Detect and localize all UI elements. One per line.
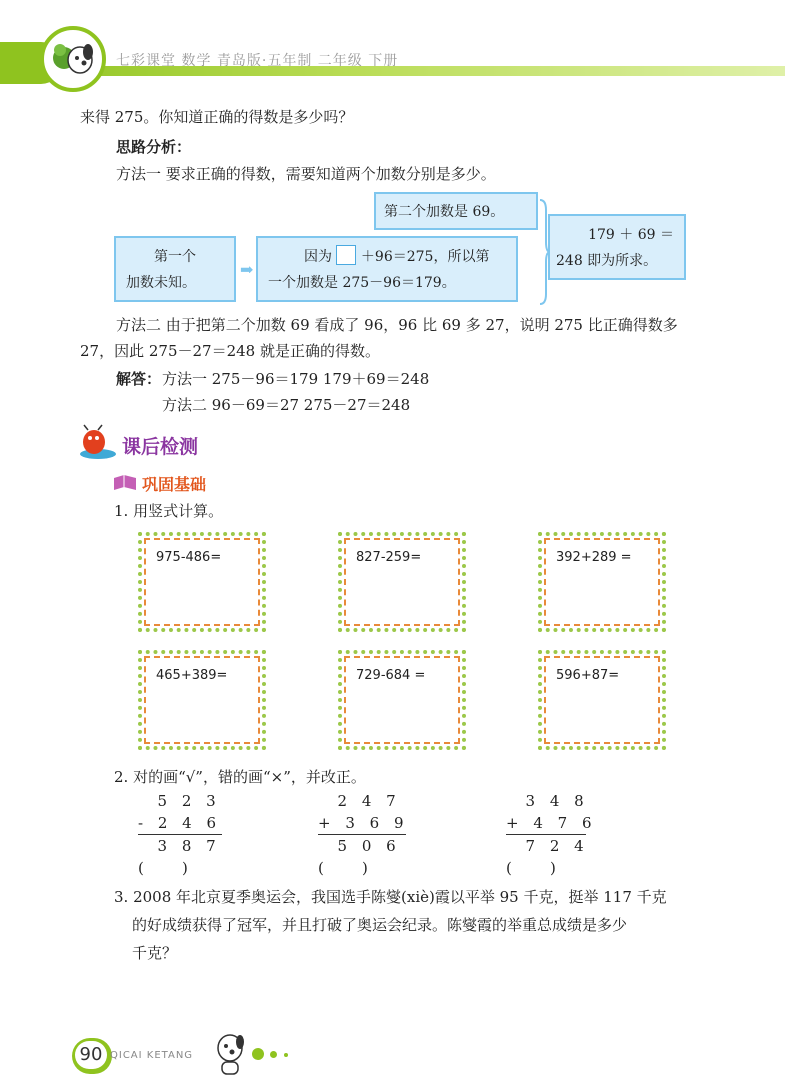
calc-frame <box>138 532 266 632</box>
box-result <box>548 214 686 280</box>
calc-frame <box>538 532 666 632</box>
answer-label: 解答： <box>116 370 162 388</box>
calc-middle: - 2 4 6 <box>138 814 222 832</box>
vertical-calc <box>138 790 222 879</box>
calc-expression: 596+87= <box>556 668 620 683</box>
q3-line2: 的好成绩获得了冠军，并且打破了奥运会纪录。陈燮霞的举重总成绩是多少 <box>132 916 628 934</box>
beetle-mascot-icon <box>74 424 118 462</box>
calc-expression: 392+289 = <box>556 550 632 565</box>
section-title: 课后检测 <box>122 436 199 458</box>
method1-text: 方法一 要求正确的得数，需要知道两个加数分别是多少。 <box>116 165 496 183</box>
box-d-line1: 179 ＋ 69 ＝ <box>588 227 674 243</box>
method2-line2: 27，因此 275－27＝248 就是正确的得数。 <box>80 342 380 360</box>
vertical-calc <box>506 790 597 879</box>
arrow-right-icon: ➡ <box>240 260 254 279</box>
vertical-calc <box>318 790 409 879</box>
box-a-line1: 第一个 <box>154 249 196 265</box>
answer-line1: 方法一 275－96＝179 179＋69＝248 <box>162 370 430 388</box>
calc-frame <box>538 650 666 750</box>
calc-result: 3 8 7 <box>138 837 221 855</box>
blank-square <box>336 245 356 265</box>
box-second-addend <box>374 192 538 230</box>
answer-line2: 方法二 96－69＝27 275－27＝248 <box>162 396 411 414</box>
q3-line1: 3. 2008 年北京夏季奥运会，我国选手陈燮(xiè)霞以平举 95 千克，挺举 117 千克 <box>114 888 667 906</box>
calc-top: 3 4 8 <box>506 792 589 810</box>
dog-mascot-icon <box>212 1032 248 1078</box>
intro-line: 来得 275。你知道正确的得数是多少吗？ <box>80 108 354 126</box>
q1-prompt: 1. 用竖式计算。 <box>114 502 224 520</box>
calc-expression: 827-259= <box>356 550 422 565</box>
footer-label: QICAI KETANG <box>110 1050 194 1061</box>
answer-parens[interactable]: ( ) <box>318 859 368 877</box>
mascot-badge <box>40 26 106 92</box>
box-b-pre: 因为 <box>304 249 332 265</box>
q3-line3: 千克？ <box>132 944 178 962</box>
footer-dot <box>252 1048 264 1060</box>
header-title: 七彩课堂 数学 青岛版·五年制 二年级 下册 <box>116 53 399 69</box>
calc-frame <box>338 650 466 750</box>
footer-dot <box>284 1053 288 1057</box>
analysis-heading: 思路分析： <box>116 138 192 156</box>
box-because <box>256 236 518 302</box>
box-first-addend-unknown <box>114 236 236 302</box>
calc-middle: + 3 6 9 <box>318 814 409 832</box>
answer-parens[interactable]: ( ) <box>138 859 188 877</box>
book-icon <box>112 474 138 492</box>
calc-expression: 729-684 = <box>356 668 426 683</box>
calc-expression: 975-486= <box>156 550 222 565</box>
calc-frame <box>338 532 466 632</box>
calc-result: 7 2 4 <box>506 837 589 855</box>
calc-frame <box>138 650 266 750</box>
calc-result: 5 0 6 <box>318 837 401 855</box>
calc-middle: + 4 7 6 <box>506 814 597 832</box>
box-d-line2: 248 即为所求。 <box>556 253 658 269</box>
page-number: 90 <box>75 1041 107 1069</box>
calc-top: 5 2 3 <box>138 792 221 810</box>
mascot-icon <box>44 30 102 88</box>
subsection-title: 巩固基础 <box>142 475 207 494</box>
box-second-addend-text: 第二个加数是 69。 <box>384 204 505 220</box>
box-a-line2: 加数未知。 <box>126 275 196 291</box>
box-b-line2: 一个加数是 275－96＝179。 <box>268 275 456 291</box>
q2-prompt: 2. 对的画“√”，错的画“×”，并改正。 <box>114 768 366 786</box>
box-b-post: ＋96＝275，所以第 <box>360 249 490 265</box>
answer-parens[interactable]: ( ) <box>506 859 556 877</box>
calc-expression: 465+389= <box>156 668 228 683</box>
footer-dot <box>270 1051 277 1058</box>
method2-line1: 方法二 由于把第二个加数 69 看成了 96，96 比 69 多 27，说明 275 比正确得数多 <box>116 316 678 334</box>
calc-top: 2 4 7 <box>318 792 401 810</box>
